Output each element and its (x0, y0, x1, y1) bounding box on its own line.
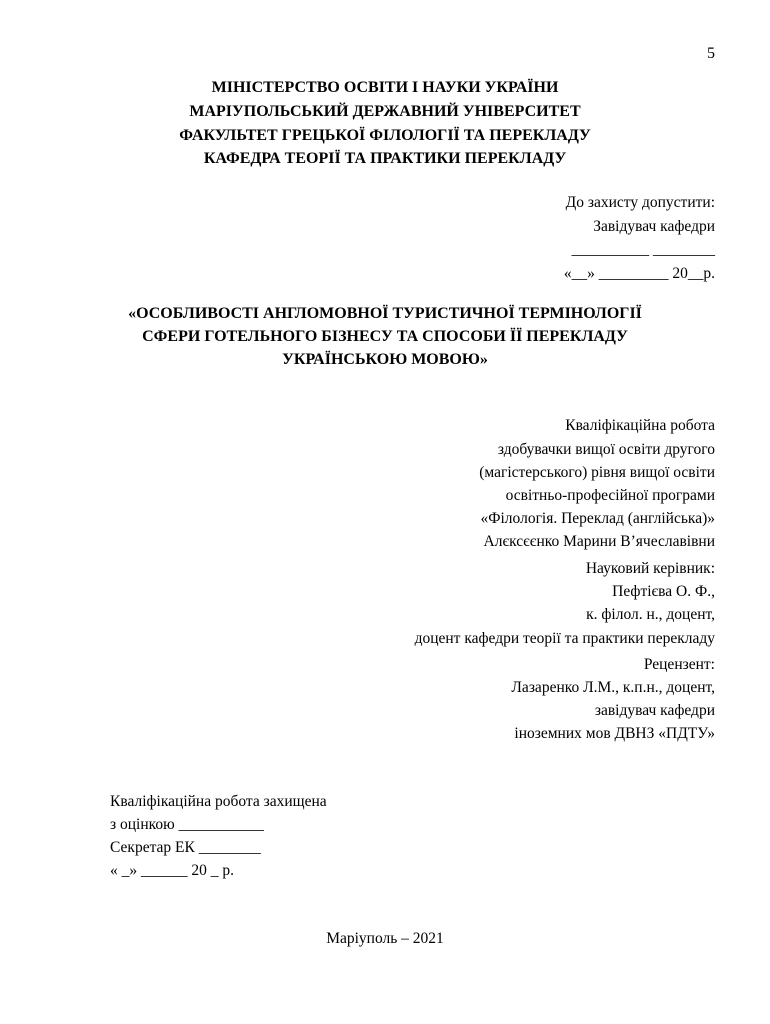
supervisor-name: Пефтієва О. Ф., (612, 583, 715, 600)
reviewer-name: Лазаренко Л.М., к.п.н., доцент, (511, 679, 715, 696)
defense-line-1: Кваліфікаційна робота захищена (110, 793, 327, 810)
faculty-heading: ФАКУЛЬТЕТ ГРЕЦЬКОЇ ФІЛОЛОГІЇ ТА ПЕРЕКЛАДУ (179, 127, 591, 144)
reviewer-position-1: завідувач кафедри (594, 702, 715, 719)
city-year: Маріуполь – 2021 (326, 930, 444, 947)
department-heading: КАФЕДРА ТЕОРІЇ ТА ПРАКТИКИ ПЕРЕКЛАДУ (203, 150, 567, 167)
supervisor-position: доцент кафедри теорії та практики перекладу (414, 630, 715, 647)
work-info-line-3: (магістерського) рівня вищої освіти (479, 464, 715, 481)
admission-line-2: Завідувач кафедри (593, 218, 715, 235)
work-info-line-6: Алєксєєнко Марини В’ячеславівни (483, 533, 715, 550)
page-number: 5 (707, 45, 715, 62)
university-heading: МАРІУПОЛЬСЬКИЙ ДЕРЖАВНИЙ УНІВЕРСИТЕТ (189, 103, 581, 120)
work-info-line-2: здобувачки вищої освіти другого (497, 441, 715, 458)
defense-secretary-line: Секретар ЕК ________ (110, 839, 261, 856)
supervisor-degree: к. філол. н., доцент, (586, 606, 715, 623)
defense-grade-line: з оцінкою ___________ (110, 816, 264, 833)
admission-signature-line: __________ ________ (571, 241, 715, 258)
admission-date-line: «__» _________ 20__р. (563, 265, 715, 282)
work-info-line-1: Кваліфікаційна робота (565, 417, 715, 434)
ministry-heading: МІНІСТЕРСТВО ОСВІТИ І НАУКИ УКРАЇНИ (211, 79, 559, 96)
thesis-title-line-2: СФЕРИ ГОТЕЛЬНОГО БІЗНЕСУ ТА СПОСОБИ ЇЇ ПЕРЕКЛАДУ (142, 328, 628, 345)
admission-line-1: До захисту допустити: (565, 194, 715, 211)
defense-date-line: « _» ______ 20 _ р. (110, 862, 234, 879)
thesis-title-line-1: «ОСОБЛИВОСТІ АНГЛОМОВНОЇ ТУРИСТИЧНОЇ ТЕРМІНОЛОГІЇ (128, 305, 642, 322)
work-info-line-4: освітньо-професійної програми (505, 487, 715, 504)
reviewer-label: Рецензент: (643, 656, 715, 673)
thesis-title-line-3: УКРАЇНСЬКОЮ МОВОЮ» (282, 351, 488, 368)
reviewer-position-2: іноземних мов ДВНЗ «ПДТУ» (514, 725, 715, 742)
supervisor-label: Науковий керівник: (585, 560, 715, 577)
work-info-line-5: «Філологія. Переклад (англійська)» (480, 510, 715, 527)
